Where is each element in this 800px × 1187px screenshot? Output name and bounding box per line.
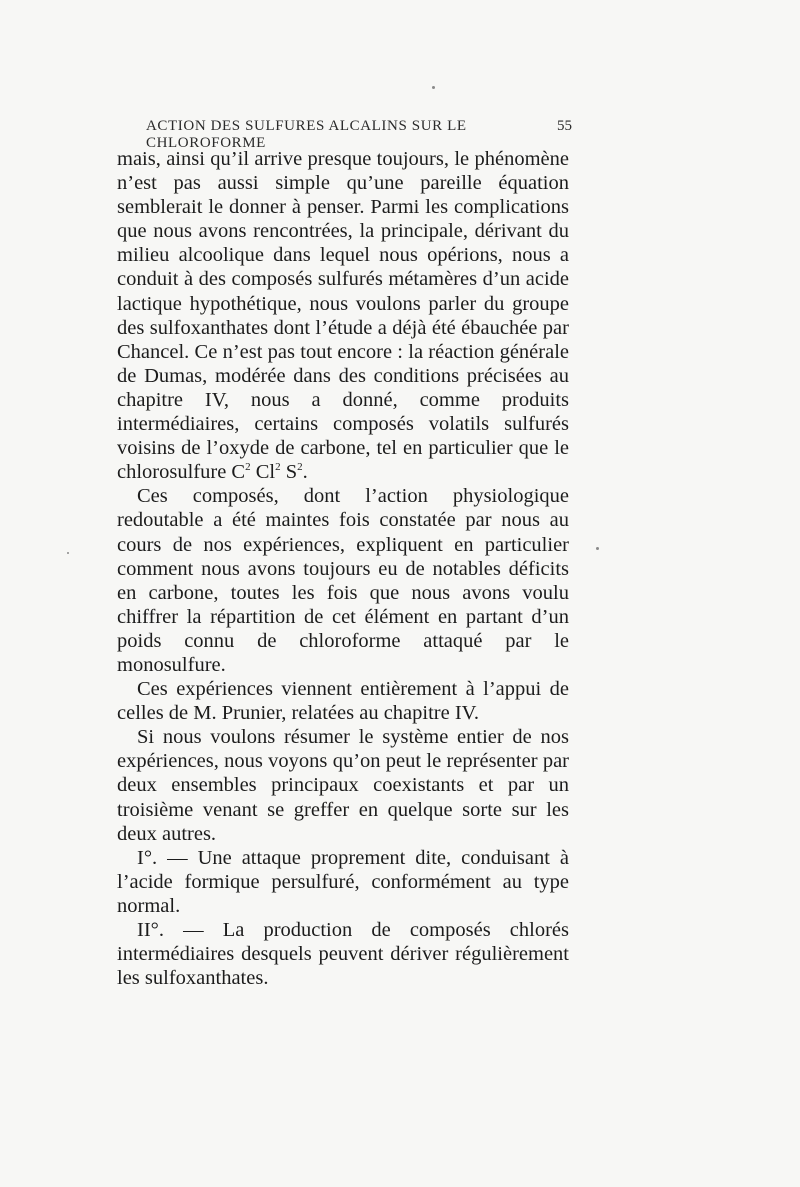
paragraph-2: Ces composés, dont l’action physiologique redoutable a été maintes fois constatée par nous au cours de nos expériences, expliquent en particulier comment nous avons toujours eu de notables déficits en carbone, toutes les fois que nous avons voulu chiffrer la répartition de cet élément en partant d’un poids connu de chloroforme attaqué par le monosulfure. bbox=[117, 485, 569, 676]
formula-end: . bbox=[302, 461, 308, 484]
paragraph-6: II°. — La production de composés chlorés intermédiaires desquels peuvent dériver régulièrement les sulfoxanthates. bbox=[117, 919, 569, 990]
paragraph-1-text: mais, ainsi qu’il arrive presque toujours, le phénomène n’est pas aussi simple qu’une pareille équation semblerait le donner à penser. Parmi les complications que nous avons rencontrées, la principale, dérivant du milieu alcoolique dans lequel nous opérions, nous a conduit à des composés sulfurés métamères d’un acide lactique hypothétique, nous voulons parler du groupe des sulfoxanthates dont l’étude a déjà été ébauchée par Chancel. Ce n’est pas tout encore : la réaction générale de Dumas, modérée dans des conditions précisées au chapitre IV, nous a donné, comme produits intermédiaires, certains composés volatils sulfurés voisins de l’oxyde de carbone, tel en particulier que le chlorosulfure C bbox=[117, 148, 569, 484]
paragraph-4: Si nous voulons résumer le système entier de nos expériences, nous voyons qu’on peut le représenter par deux ensembles principaux coexistants et par un troisième venant se greffer en quelque sorte sur les deux autres. bbox=[117, 726, 569, 845]
formula-sub-3: 2 bbox=[297, 461, 303, 474]
page-number: 55 bbox=[557, 118, 572, 134]
paragraph-3: Ces expériences viennent entièrement à l’appui de celles de M. Prunier, relatées au chapitre IV. bbox=[117, 678, 569, 725]
running-head-title: ACTION DES SULFURES ALCALINS SUR LE CHLOROFORME bbox=[146, 118, 467, 151]
formula-mid-2: S bbox=[280, 461, 298, 484]
print-speck bbox=[596, 547, 599, 550]
formula-sub-1: 2 bbox=[245, 461, 251, 474]
formula-mid-1: Cl bbox=[250, 461, 276, 484]
paragraph-1 bbox=[117, 147, 569, 484]
print-speck bbox=[432, 86, 435, 89]
body-text bbox=[117, 147, 569, 990]
formula-sub-2: 2 bbox=[275, 461, 281, 474]
print-speck bbox=[67, 552, 69, 554]
paragraph-5: I°. — Une attaque proprement dite, conduisant à l’acide formique persulfuré, conformément au type normal. bbox=[117, 846, 569, 917]
